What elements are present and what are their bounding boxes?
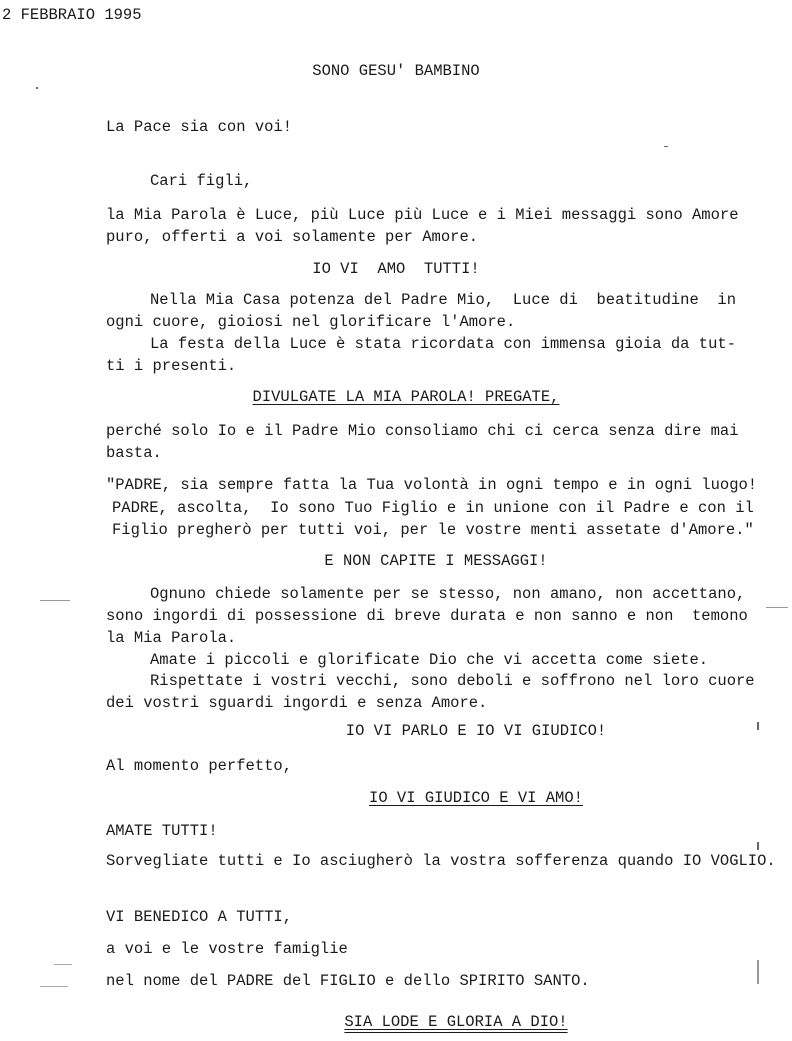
blessing-line: VI BENEDICO A TUTTI, bbox=[106, 908, 293, 926]
paragraph-line: la Mia Parola. bbox=[106, 629, 237, 647]
document-title: SONO GESU' BAMBINO bbox=[312, 62, 480, 80]
prayer-line: "PADRE, sia sempre fatta la Tua volontà in ogni tempo e in ogni luogo! bbox=[106, 476, 758, 494]
blessing-line: a voi e le vostre famiglie bbox=[106, 940, 348, 958]
paragraph-line: sono ingordi di possessione di breve durata e non sanno e non temono bbox=[106, 607, 748, 625]
paragraph-line: Rispettate i vostri vecchi, sono deboli e soffrono nel loro cuore bbox=[150, 672, 755, 690]
prayer-line: PADRE, ascolta, Io sono Tuo Figlio e in unione con il Padre e con il bbox=[112, 499, 754, 517]
paragraph-line: Nella Mia Casa potenza del Padre Mio, Luce di beatitudine in bbox=[150, 291, 736, 309]
salutation: Cari figli, bbox=[150, 172, 253, 190]
scan-speck bbox=[54, 964, 72, 965]
paragraph-line: Sorvegliate tutti e Io asciugherò la vostra sofferenza quando IO VOGLIO. bbox=[106, 852, 776, 870]
prayer-line: Figlio pregherò per tutti voi, per le vostre menti assetate d'Amore." bbox=[112, 521, 754, 539]
scan-speck bbox=[766, 607, 788, 608]
scan-speck bbox=[40, 600, 70, 601]
paragraph-line: AMATE TUTTI! bbox=[106, 822, 218, 840]
paragraph-line: Amate i piccoli e glorificate Dio che vi accetta come siete. bbox=[150, 651, 709, 669]
paragraph-line: puro, offerti a voi solamente per Amore. bbox=[106, 228, 479, 246]
paragraph-line: ti i presenti. bbox=[106, 357, 237, 375]
paragraph-line: Ognuno chiede solamente per se stesso, non amano, non accettano, bbox=[150, 585, 746, 603]
heading-messages: E NON CAPITE I MESSAGGI! bbox=[324, 552, 548, 570]
scan-speck bbox=[40, 986, 68, 987]
scan-speck bbox=[664, 146, 668, 147]
paragraph-line: la Mia Parola è Luce, più Luce più Luce e i Miei messaggi sono Amore bbox=[106, 206, 739, 224]
scan-speck bbox=[36, 87, 38, 89]
scan-speck bbox=[757, 722, 759, 730]
paragraph-line: perché solo Io e il Padre Mio consoliamo chi ci cerca senza dire mai bbox=[106, 422, 739, 440]
heading-spread-word: DIVULGATE LA MIA PAROLA! PREGATE, bbox=[252, 388, 560, 406]
heading-judge-love: IO VI GIUDICO E VI AMO! bbox=[369, 789, 583, 807]
paragraph-line: basta. bbox=[106, 444, 162, 462]
heading-love-all: IO VI AMO TUTTI! bbox=[312, 260, 480, 278]
greeting: La Pace sia con voi! bbox=[106, 118, 293, 136]
paragraph-line: ogni cuore, gioiosi nel glorificare l'Amore. bbox=[106, 313, 516, 331]
paragraph-line: Al momento perfetto, bbox=[106, 757, 293, 775]
paragraph-line: La festa della Luce è stata ricordata con immensa gioia da tut- bbox=[150, 335, 736, 353]
paragraph-line: dei vostri sguardi ingordi e senza Amore. bbox=[106, 694, 488, 712]
heading-judge: IO VI PARLO E IO VI GIUDICO! bbox=[345, 722, 607, 740]
scan-speck bbox=[757, 842, 759, 850]
document-date: 2 FEBBRAIO 1995 bbox=[2, 6, 142, 24]
scan-speck bbox=[757, 960, 759, 984]
blessing-line: nel nome del PADRE del FIGLIO e dello SPIRITO SANTO. bbox=[106, 972, 590, 990]
closing-praise: SIA LODE E GLORIA A DIO! bbox=[344, 1013, 568, 1031]
